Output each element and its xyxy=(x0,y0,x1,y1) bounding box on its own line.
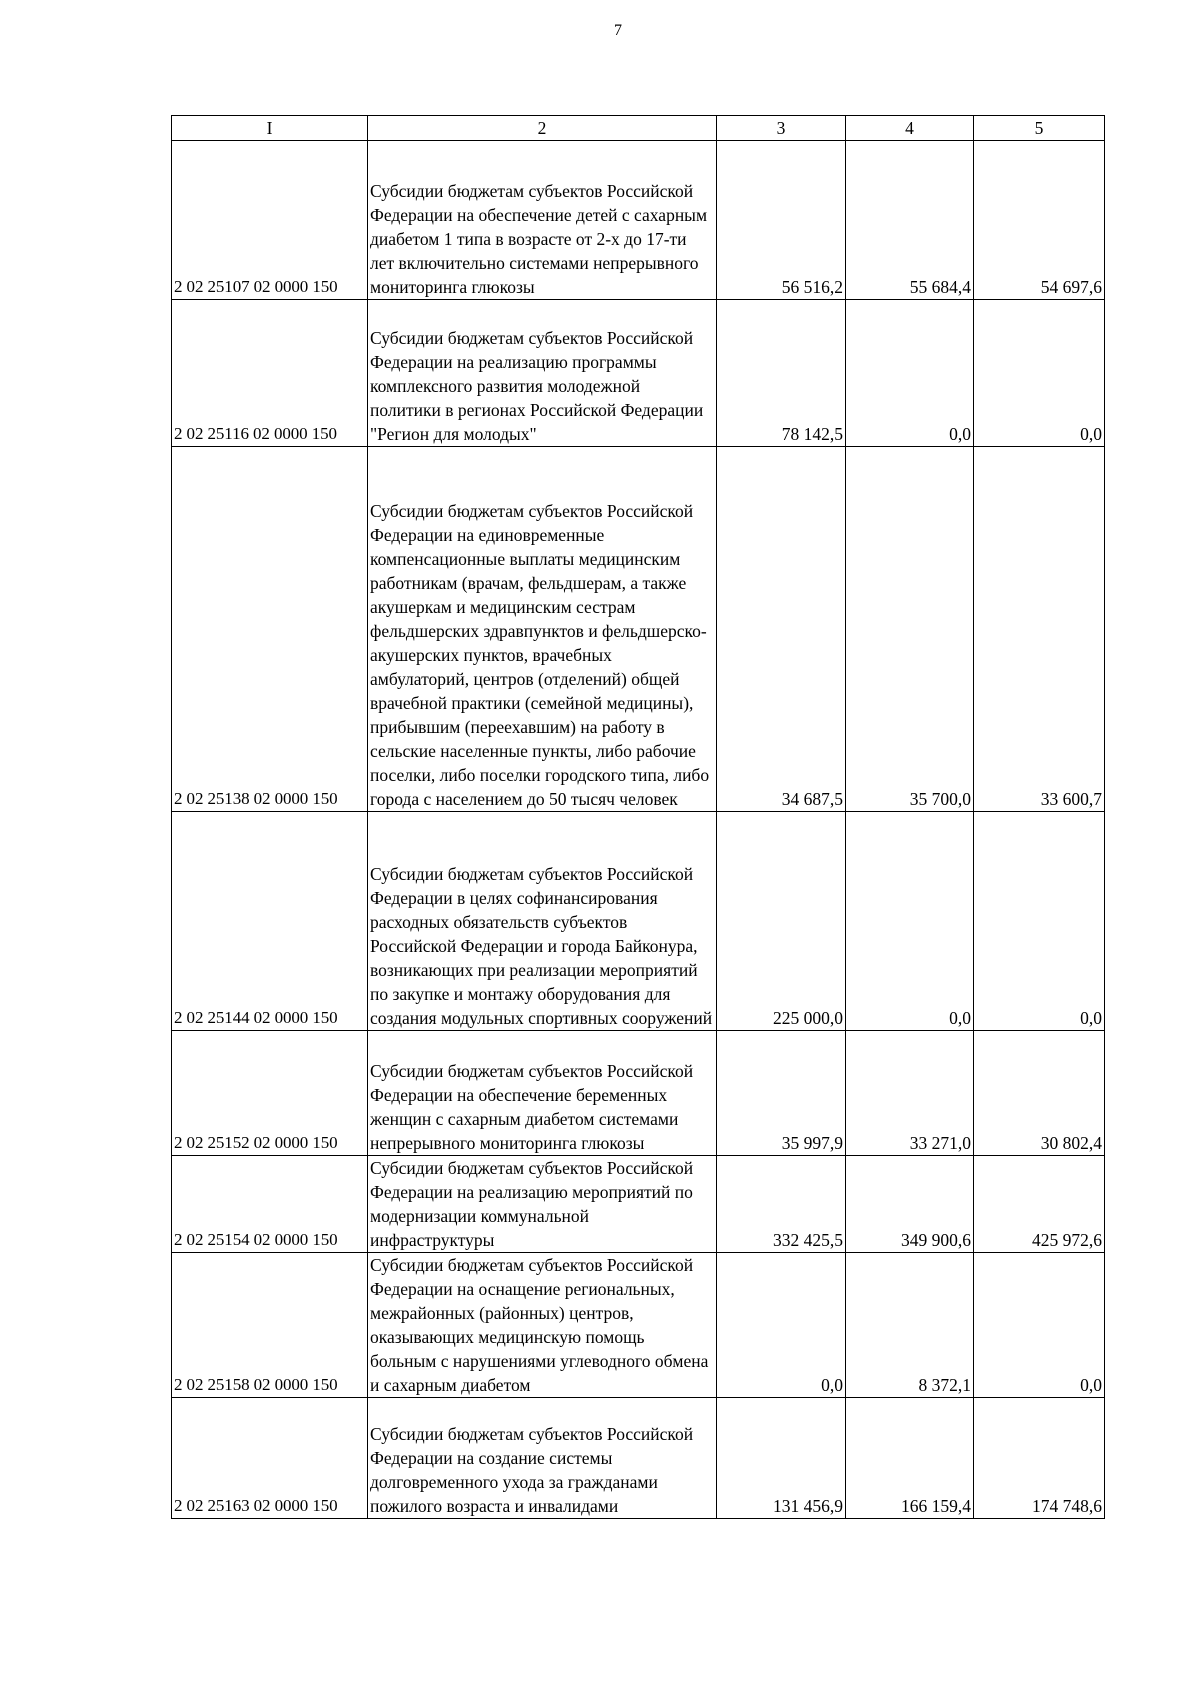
row-description: Субсидии бюджетам субъектов Российской Федерации на обеспечение беременных женщин с сахарным диабетом системами непрерывного мониторинга глюкозы xyxy=(368,1031,717,1156)
value-col3: 56 516,2 xyxy=(717,141,846,300)
table-row xyxy=(172,1398,1105,1519)
value-col5: 0,0 xyxy=(974,812,1105,1031)
row-description: Субсидии бюджетам субъектов Российской Федерации на обеспечение детей с сахарным диабетом 1 типа в возрасте от 2-х до 17-ти лет включительно системами непрерывного мониторинга глюкозы xyxy=(368,141,717,300)
budget-code: 2 02 25144 02 0000 150 xyxy=(172,812,368,1031)
table-row xyxy=(172,300,1105,447)
value-col5: 0,0 xyxy=(974,1253,1105,1398)
row-description: Субсидии бюджетам субъектов Российской Федерации на оснащение региональных, межрайонных (районных) центров, оказывающих медицинскую помощь больным с нарушениями углеводного обмена и сахарным диабетом xyxy=(368,1253,717,1398)
value-col5: 0,0 xyxy=(974,300,1105,447)
table-row xyxy=(172,812,1105,1031)
value-col4: 55 684,4 xyxy=(846,141,974,300)
column-header-1: I xyxy=(172,116,368,141)
header-row xyxy=(172,116,1105,141)
row-description: Субсидии бюджетам субъектов Российской Федерации на реализацию программы комплексного развития молодежной политики в регионах Российской Федерации "Регион для молодых" xyxy=(368,300,717,447)
budget-table xyxy=(171,115,1105,1519)
value-col4: 35 700,0 xyxy=(846,447,974,812)
table-row xyxy=(172,1253,1105,1398)
column-header-3: 3 xyxy=(717,116,846,141)
column-header-4: 4 xyxy=(846,116,974,141)
value-col3: 78 142,5 xyxy=(717,300,846,447)
budget-code: 2 02 25116 02 0000 150 xyxy=(172,300,368,447)
column-header-5: 5 xyxy=(974,116,1105,141)
value-col4: 349 900,6 xyxy=(846,1156,974,1253)
value-col5: 174 748,6 xyxy=(974,1398,1105,1519)
table-body xyxy=(172,141,1105,1519)
value-col3: 332 425,5 xyxy=(717,1156,846,1253)
value-col3: 131 456,9 xyxy=(717,1398,846,1519)
budget-code: 2 02 25163 02 0000 150 xyxy=(172,1398,368,1519)
page-number: 7 xyxy=(614,22,622,39)
value-col3: 0,0 xyxy=(717,1253,846,1398)
value-col4: 0,0 xyxy=(846,812,974,1031)
value-col3: 35 997,9 xyxy=(717,1031,846,1156)
value-col4: 33 271,0 xyxy=(846,1031,974,1156)
table-row xyxy=(172,447,1105,812)
table-row xyxy=(172,1031,1105,1156)
row-description: Субсидии бюджетам субъектов Российской Федерации в целях софинансирования расходных обязательств субъектов Российской Федерации и города Байконура, возникающих при реализации мероприятий по закупке и монтажу оборудования для создания модульных спортивных сооружений xyxy=(368,812,717,1031)
budget-code: 2 02 25158 02 0000 150 xyxy=(172,1253,368,1398)
row-description: Субсидии бюджетам субъектов Российской Федерации на реализацию мероприятий по модернизации коммунальной инфраструктуры xyxy=(368,1156,717,1253)
value-col4: 0,0 xyxy=(846,300,974,447)
value-col4: 8 372,1 xyxy=(846,1253,974,1398)
value-col5: 33 600,7 xyxy=(974,447,1105,812)
row-description: Субсидии бюджетам субъектов Российской Федерации на создание системы долговременного ухода за гражданами пожилого возраста и инвалидами xyxy=(368,1398,717,1519)
table-row xyxy=(172,141,1105,300)
budget-code: 2 02 25152 02 0000 150 xyxy=(172,1031,368,1156)
value-col4: 166 159,4 xyxy=(846,1398,974,1519)
column-header-2: 2 xyxy=(368,116,717,141)
value-col5: 54 697,6 xyxy=(974,141,1105,300)
value-col3: 225 000,0 xyxy=(717,812,846,1031)
budget-code: 2 02 25138 02 0000 150 xyxy=(172,447,368,812)
table-header xyxy=(172,116,1105,141)
budget-code: 2 02 25154 02 0000 150 xyxy=(172,1156,368,1253)
value-col3: 34 687,5 xyxy=(717,447,846,812)
value-col5: 425 972,6 xyxy=(974,1156,1105,1253)
table-row xyxy=(172,1156,1105,1253)
row-description: Субсидии бюджетам субъектов Российской Федерации на единовременные компенсационные выплаты медицинским работникам (врачам, фельдшерам, а также акушеркам и медицинским сестрам фельдшерских здравпунктов и фельдшерско-акушерских пунктов, врачебных амбулаторий, центров (отделений) общей врачебной практики (семейной медицины), прибывшим (переехавшим) на работу в сельские населенные пункты, либо рабочие поселки, либо поселки городского типа, либо города с населением до 50 тысяч человек xyxy=(368,447,717,812)
budget-code: 2 02 25107 02 0000 150 xyxy=(172,141,368,300)
value-col5: 30 802,4 xyxy=(974,1031,1105,1156)
